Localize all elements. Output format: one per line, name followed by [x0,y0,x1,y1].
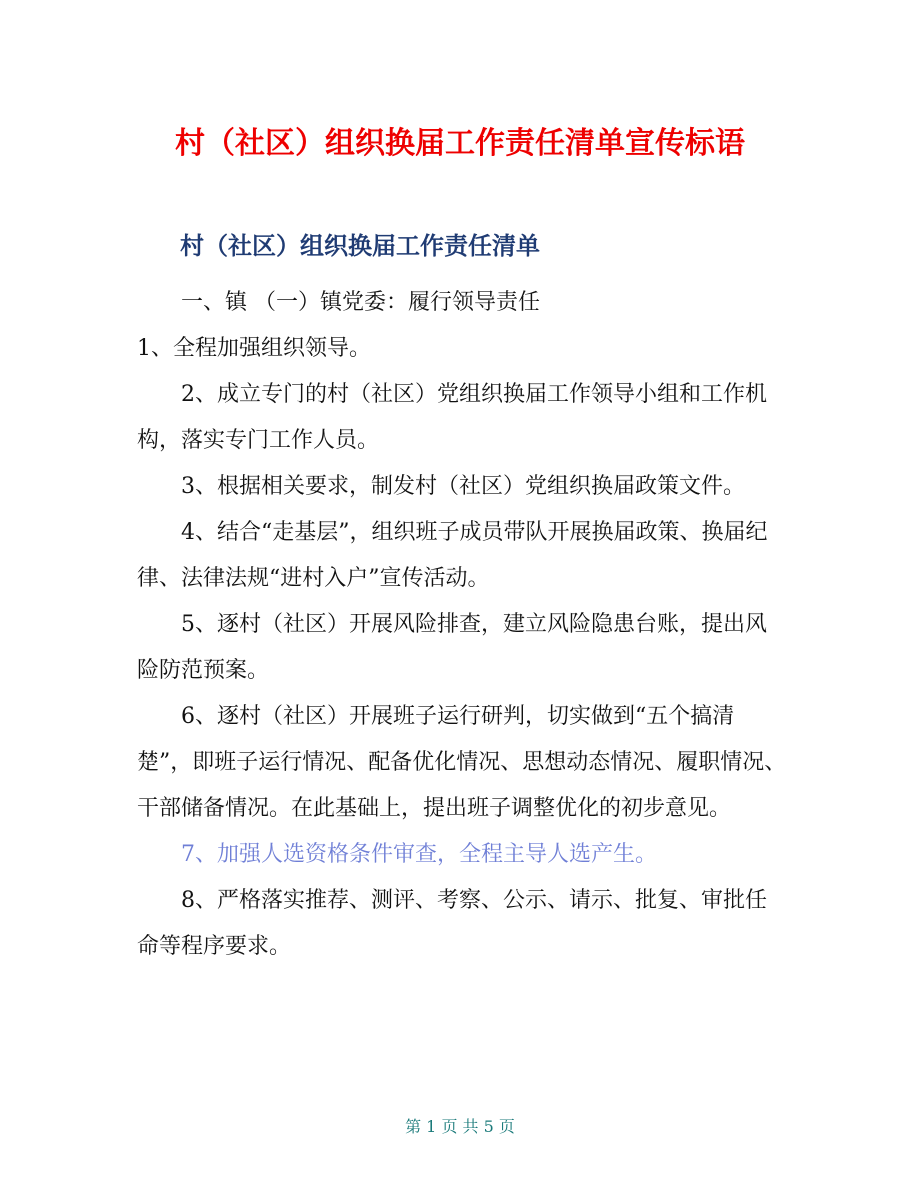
section-heading: 一、镇 （一）镇党委：履行领导责任 [181,290,540,315]
document-subtitle: 村（社区）组织换届工作责任清单 [180,232,540,260]
paragraph-2: 2、成立专门的村（社区）党组织换届工作领导小组和工作机构，落实专门工作人员。 [137,382,767,453]
paragraph-4: 4、结合“走基层”，组织班子成员带队开展换届政策、换届纪律、法律法规“进村入户”宣传活动。 [137,520,768,591]
paragraph-1: 1、全程加强组织领导。 [137,336,371,361]
document-body [137,280,787,970]
paragraph-6: 6、逐村（社区）开展班子运行研判，切实做到“五个搞清楚”，即班子运行情况、配备优化情况、思想动态情况、履职情况、干部储备情况。在此基础上，提出班子调整优化的初步意见。 [137,704,787,821]
paragraph-7-highlight: 7、加强人选资格条件审查，全程主导人选产生。 [181,842,657,867]
page-number-footer: 第 1 页 共 5 页 [405,1117,515,1136]
document-title: 村（社区）组织换届工作责任清单宣传标语 [175,126,745,161]
paragraph-3: 3、根据相关要求，制发村（社区）党组织换届政策文件。 [181,474,745,499]
paragraph-8: 8、严格落实推荐、测评、考察、公示、请示、批复、审批任命等程序要求。 [137,888,767,959]
paragraph-5: 5、逐村（社区）开展风险排查，建立风险隐患台账，提出风险防范预案。 [137,612,767,683]
